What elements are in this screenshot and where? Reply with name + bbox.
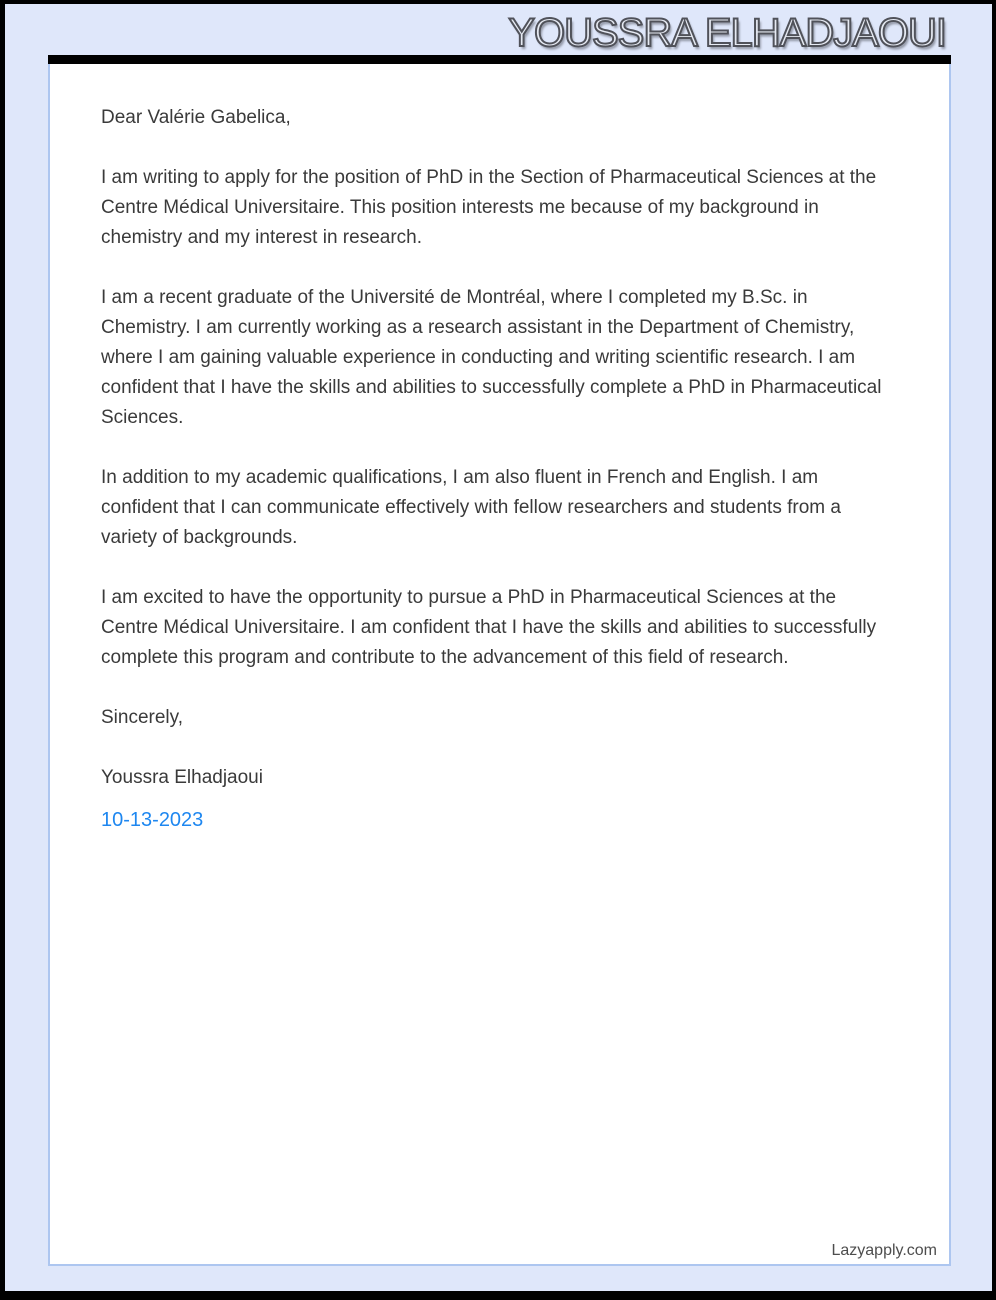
header-candidate-name: YOUSSRA ELHADJAOUI [508,11,946,55]
letter-page [48,64,951,1266]
header-divider-bar [48,55,951,64]
paragraph-conclusion: I am excited to have the opportunity to pursue a PhD in Pharmaceutical Sciences at the Centre Médical Universitaire. I am confident that I have the skills and abilities to successfully complete this program and contribute to the advancement of this field of research. [101,587,877,668]
paragraph-introduction: I am writing to apply for the position of PhD in the Section of Pharmaceutical Sciences at the Centre Médical Universitaire. This position interests me because of my background in chemistry and my interest in research. [101,167,877,248]
signature-name: Youssra Elhadjaoui [101,767,263,788]
paragraph-qualifications: In addition to my academic qualifications, I am also fluent in French and English. I am confident that I can communicate effectively with fellow researchers and students from a variety of backgrounds. [101,467,841,548]
letter-body [50,64,949,835]
greeting-line: Dear Valérie Gabelica, [101,107,291,128]
paragraph-background: I am a recent graduate of the Université de Montréal, where I completed my B.Sc. in Chemistry. I am currently working as a research assistant in the Department of Chemistry, where I am gaining valuable experience in conducting and writing scientific research. I am confident that I have the skills and abilities to successfully complete a PhD in Pharmaceutical Sciences. [101,287,882,428]
letter-background [5,4,992,1291]
lazyapply-watermark: Lazyapply.com [831,1242,937,1259]
letter-date[interactable]: 10-13-2023 [101,809,204,831]
closing-line: Sincerely, [101,707,184,728]
